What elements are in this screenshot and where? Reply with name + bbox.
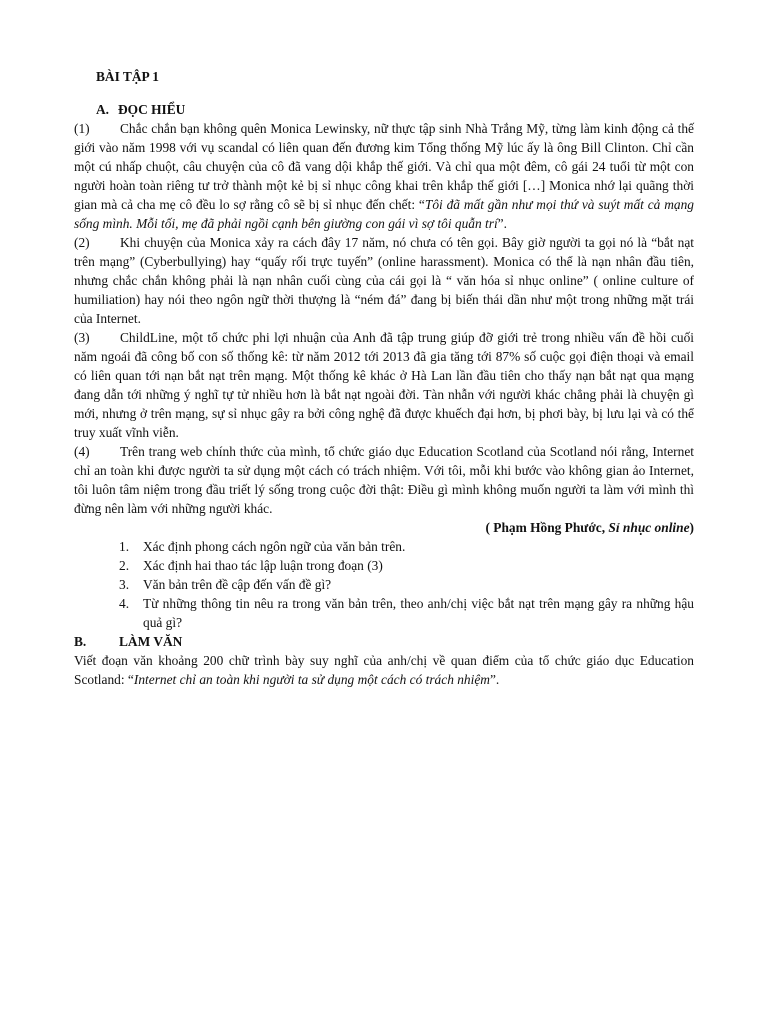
paragraph-text: Chắc chắn bạn không quên Monica Lewinsky, nữ thực tập sinh Nhà Trắng Mỹ, từng làm kinh động cả thế giới vào năm 1998 với vụ scandal có liên quan đến đương kim Tổng thống Mỹ lúc ấy là ông Bill Clinton. Chỉ cần một cú nhấp chuột, câu chuyện của cô đã vang dội khắp thế giới. Và chỉ qua một đêm, cô gái 24 tuổi từ một con người hoàn toàn riêng tư trở thành một kẻ bị sỉ nhục công khai trên khắp thế giới […] Monica nhớ lại quãng thời gian mà cả cha mẹ cô đều lo sợ rằng cô sẽ bị sỉ nhục đến chết: “: [74, 121, 694, 212]
source-citation: [74, 518, 694, 537]
source-work: Sỉ nhục online: [608, 520, 690, 535]
question-item: [74, 594, 694, 632]
question-number: 1.: [119, 539, 130, 554]
paragraph-2: [74, 233, 694, 328]
question-text: Xác định hai thao tác lập luận trong đoạn (3): [143, 558, 383, 573]
source-author: ( Phạm Hồng Phước,: [485, 520, 609, 535]
paragraph-text: Khi chuyện của Monica xảy ra cách đây 17 năm, nó chưa có tên gọi. Bây giờ người ta gọi nó là “bắt nạt trên mạng” (Cyberbullying) hay “quấy rối trực tuyến” (online harassment). Monica có thể là nạn nhân đầu tiên, nhưng chắc chắn không phải là nạn nhân cuối cùng của cái gọi là “ văn hóa sỉ nhục online” ( online culture of humiliation) hay nói theo ngôn ngữ thời thượng là “ném đá” đang bị biến thái dần như một trong những mặt trái của Internet.: [74, 235, 694, 326]
paragraph-text: ChildLine, một tổ chức phi lợi nhuận của Anh đã tập trung giúp đỡ giới trẻ trong nhiều vấn đề hồi cuối năm ngoái đã công bố con số thống kê: từ năm 2012 tới 2013 đã gia tăng tới 87% số cuộc gọi điện thoại và email có liên quan tới nạn bắt nạt trên mạng. Một thống kê khác ở Hà Lan lần đầu tiên cho thấy nạn bắt nạt qua mạng đang dẫn tới những ý nghĩ tự tử nhiều hơn là bắt nạt ngoài đời. Tàn nhẫn với người khác chẳng phải là chuyện gì mới, nhưng ở trên mạng, sự sỉ nhục gây ra bởi công nghệ đã được khuếch đại hơn, bị phơi bày, bị lưu lại và có thể truy xuất vĩnh viễn.: [74, 330, 694, 440]
paragraph-number: (1): [74, 121, 90, 136]
question-text: Xác định phong cách ngôn ngữ của văn bản trên.: [143, 539, 406, 554]
section-a-letter: A.: [96, 102, 110, 117]
source-close: ): [689, 520, 694, 535]
question-number: 4.: [119, 596, 130, 611]
question-item: [74, 556, 694, 575]
section-a-heading: [96, 100, 694, 119]
document-page: [74, 67, 694, 689]
writing-task: [74, 651, 694, 689]
paragraph-number: (4): [74, 444, 90, 459]
question-item: [74, 575, 694, 594]
question-text: Văn bản trên đề cập đến vấn đề gì?: [143, 577, 332, 592]
section-b-letter: B.: [74, 634, 87, 649]
task-tail: ”.: [489, 672, 500, 687]
paragraph-quote: Tôi đã mất gần như mọi thứ và suýt mất cả mạng sống mình. Mỗi tối, mẹ đã phải ngồi cạnh bên giường con gái vì sợ tôi quẫn trí: [74, 197, 694, 231]
section-b-title: LÀM VĂN: [119, 634, 183, 649]
paragraph-3: [74, 328, 694, 442]
question-text: Từ những thông tin nêu ra trong văn bản trên, theo anh/chị việc bắt nạt trên mạng gây ra những hậu quả gì?: [143, 596, 694, 630]
question-number: 2.: [119, 558, 130, 573]
task-text: Viết đoạn văn khoảng 200 chữ trình bày suy nghĩ của anh/chị về quan điểm của tổ chức giáo dục Education Scotland: “: [74, 653, 694, 687]
exercise-title: BÀI TẬP 1: [96, 69, 160, 84]
task-quote: Internet chỉ an toàn khi người ta sử dụng một cách có trách nhiệm: [133, 672, 490, 687]
paragraph-text: Trên trang web chính thức của mình, tổ chức giáo dục Education Scotland của Scotland nói rằng, Internet chỉ an toàn khi được người ta sử dụng một cách có trách nhiệm. Với tôi, mỗi khi bước vào không gian ảo Internet, tôi luôn tâm niệm trong đầu triết lý sống trong cuộc đời thật: Điều gì mình không muốn người ta làm với mình thì đừng nên làm với những người khác.: [74, 444, 694, 516]
paragraph-tail: ”.: [497, 216, 507, 231]
paragraph-number: (3): [74, 330, 90, 345]
paragraph-4: [74, 442, 694, 518]
question-list: [74, 537, 694, 632]
paragraph-number: (2): [74, 235, 90, 250]
paragraph-1: [74, 119, 694, 233]
section-b-heading: [74, 632, 694, 651]
section-a-title: ĐỌC HIỂU: [118, 102, 186, 117]
question-item: [74, 537, 694, 556]
question-number: 3.: [119, 577, 130, 592]
